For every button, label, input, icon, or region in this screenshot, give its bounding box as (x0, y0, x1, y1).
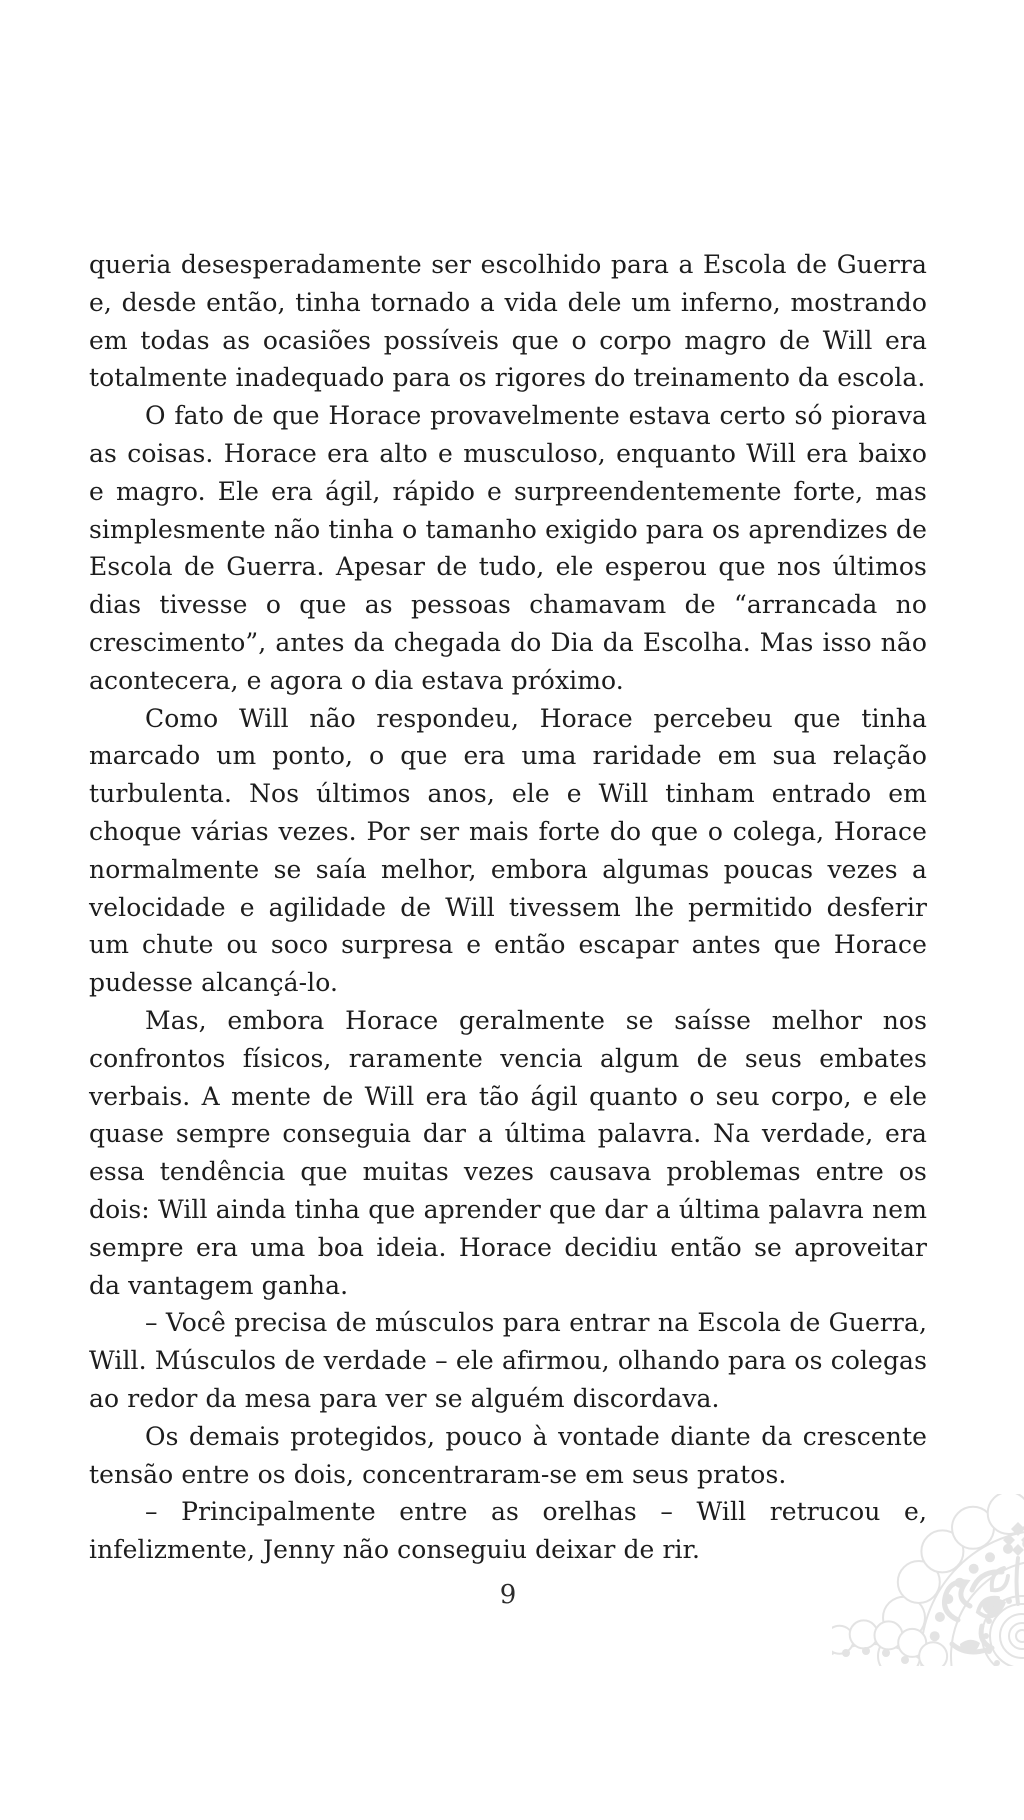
paragraph: Como Will não respondeu, Horace percebeu que tinha marcado um ponto, o que era uma raridade em sua relação turbulenta. Nos últimos anos, ele e Will tinham entrado em choque várias vezes. Por ser mais forte do que o colega, Horace normalmente se saía melhor, embora algumas poucas vezes a velocidade e agilidade de Will tivessem lhe permitido desferir um chute ou soco surpresa e então escapar antes que Horace pudesse alcançá-lo. (89, 703, 927, 998)
paragraph-dialogue: – Principalmente entre as orelhas – Will retrucou e, infelizmente, Jenny não conseguiu deixar de rir. (89, 1497, 927, 1565)
paragraph: Os demais protegidos, pouco à vontade diante da crescente tensão entre os dois, concentraram-se em seus pratos. (89, 1421, 927, 1489)
paragraph-dialogue: – Você precisa de músculos para entrar na Escola de Guerra, Will. Músculos de verdade – ele afirmou, olhando para os colegas ao redor da mesa para ver se alguém discordava. (89, 1308, 927, 1413)
page-number: 9 (499, 1580, 517, 1610)
body-text-block (89, 246, 927, 1569)
paragraph: queria desesperadamente ser escolhido para a Escola de Guerra e, desde então, tinha tornado a vida dele um inferno, mostrando em todas as ocasiões possíveis que o corpo magro de Will era totalmente inadequado para os rigores do treinamento da escola. (89, 250, 927, 393)
paragraph: Mas, embora Horace geralmente se saísse melhor nos confrontos físicos, raramente vencia algum de seus embates verbais. A mente de Will era tão ágil quanto o seu corpo, e ele quase sempre conseguia dar a última palavra. Na verdade, era essa tendência que muitas vezes causava problemas entre os dois: Will ainda tinha que aprender que dar a última palavra nem sempre era uma boa ideia. Horace decidiu então se aproveitar da vantagem ganha. (89, 1005, 927, 1300)
floral-medallion-corner-ornament-icon (832, 1494, 1024, 1666)
paragraph: O fato de que Horace provavelmente estava certo só piorava as coisas. Horace era alto e musculoso, enquanto Will era baixo e magro. Ele era ágil, rápido e surpreendentemente forte, mas simplesmente não tinha o tamanho exigido para os aprendizes de Escola de Guerra. Apesar de tudo, ele esperou que nos últimos dias tivesse o que as pessoas chamavam de “arrancada no crescimento”, antes da chegada do Dia da Escolha. Mas isso não acontecera, e agora o dia estava próximo. (89, 401, 927, 695)
